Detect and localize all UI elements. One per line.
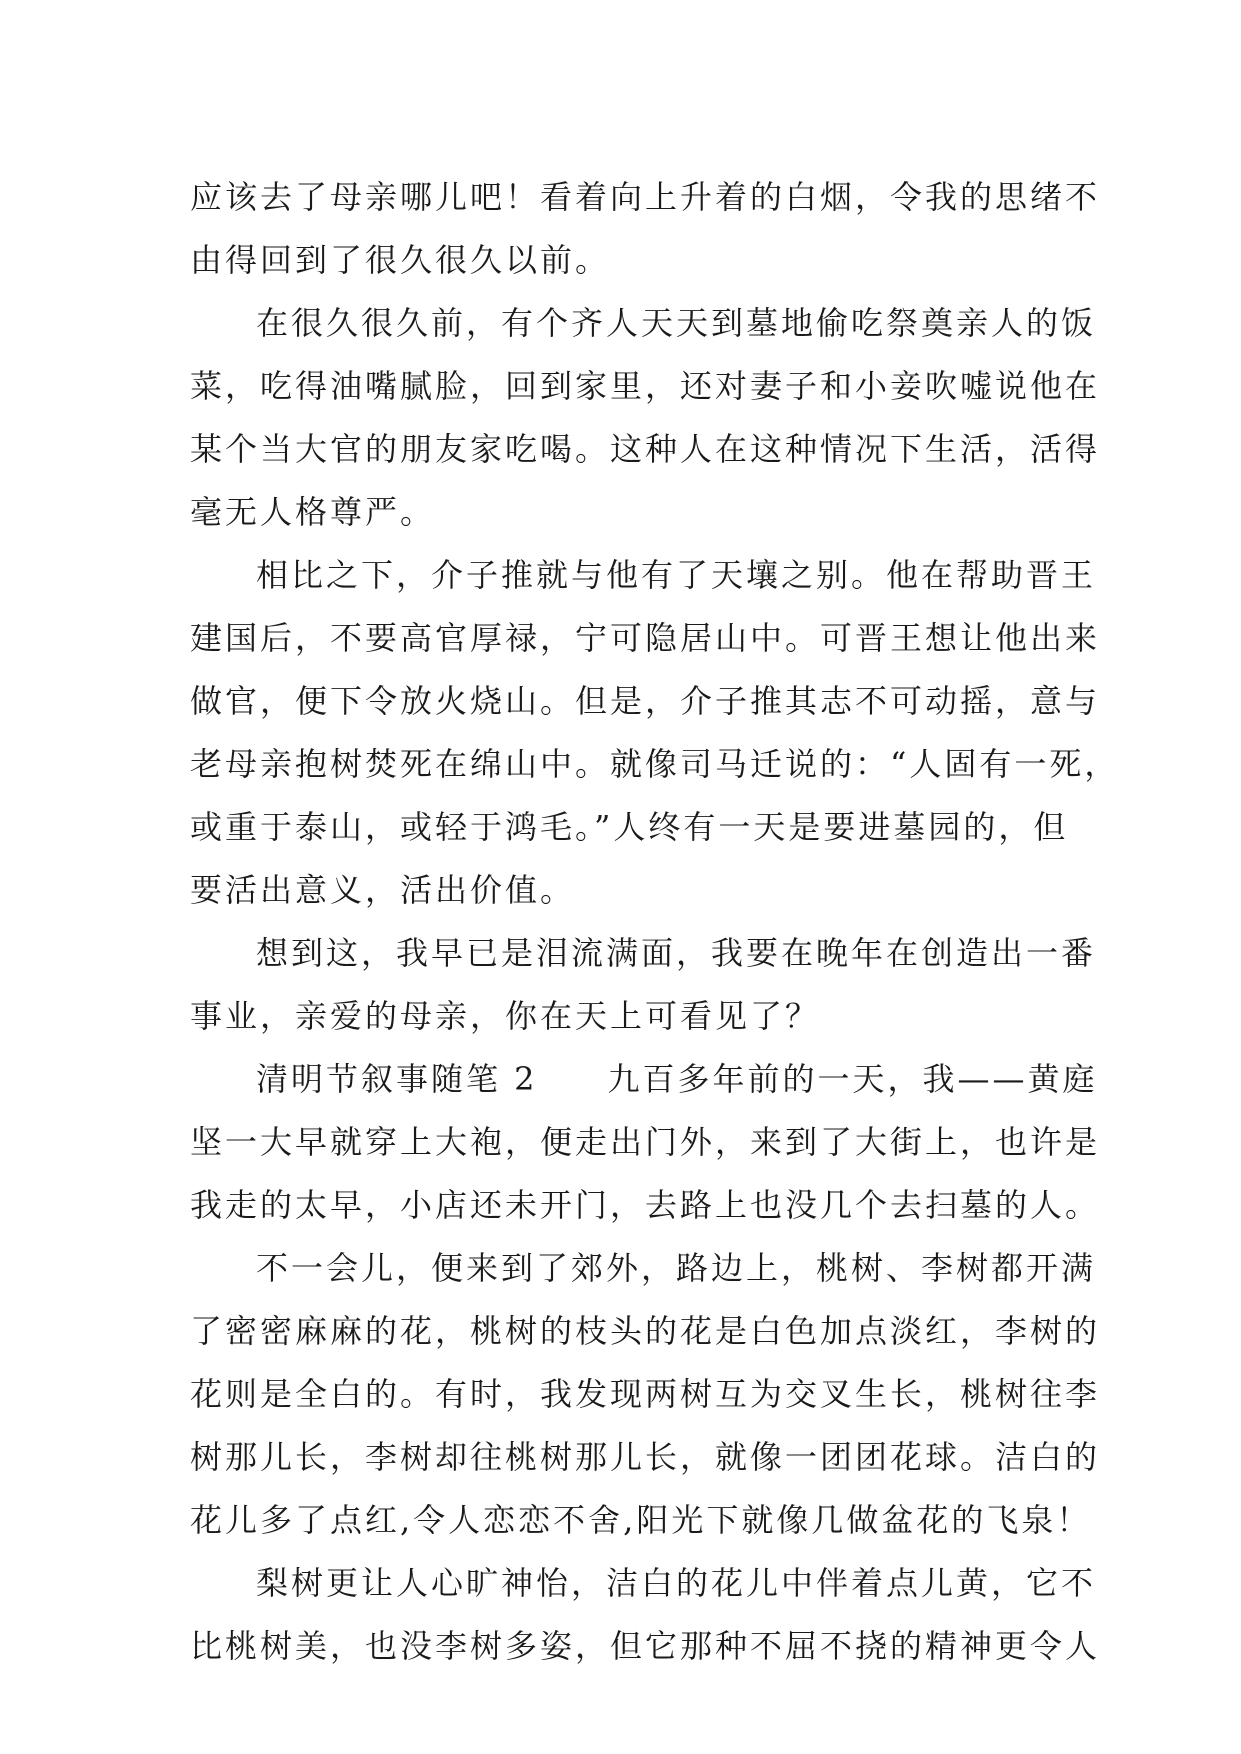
- body-text: [190, 166, 1120, 1678]
- paragraph-start-line: 想到这，我早已是泪流满面，我要在晚年在创造出一番: [256, 934, 1097, 972]
- text-line: 坚一大早就穿上大袍，便走出门外，来到了大街上，也许是: [190, 1123, 1101, 1161]
- text-line: 树那儿长，李树却往桃树那儿长，就像一团团花球。洁白的: [190, 1438, 1101, 1476]
- text-line: 要活出意义，活出价值。: [190, 871, 576, 909]
- text-line: 由得回到了很久很久以前。: [190, 241, 611, 279]
- text-line: 花则是全白的。有时，我发现两树互为交叉生长，桃树往李: [190, 1375, 1101, 1413]
- text-line: 花儿多了点红,令人恋恋不舍,阳光下就像几做盆花的飞泉！: [190, 1501, 1092, 1539]
- text-line: 事业，亲爱的母亲，你在天上可看见了？: [190, 997, 821, 1035]
- paragraph-start-line: 不一会儿，便来到了郊外，路边上，桃树、李树都开满: [256, 1249, 1097, 1287]
- text-line: 做官，便下令放火烧山。但是，介子推其志不可动摇，意与: [190, 682, 1101, 720]
- paragraph-start-line: 相比之下，介子推就与他有了天壤之别。他在帮助晋王: [256, 556, 1097, 594]
- text-line: 应该去了母亲哪儿吧！看着向上升着的白烟，令我的思绪不: [190, 178, 1101, 216]
- section-heading-line: 清明节叙事随笔 2 九百多年前的一天，我——黄庭: [256, 1060, 1098, 1098]
- text-line: 了密密麻麻的花，桃树的枝头的花是白色加点淡红，李树的: [190, 1312, 1101, 1350]
- text-line: 或重于泰山，或轻于鸿毛。”人终有一天是要进墓园的，但: [190, 808, 1069, 846]
- text-line: 我走的太早，小店还未开门，去路上也没几个去扫墓的人。: [190, 1186, 1101, 1224]
- text-line: 比桃树美，也没李树多姿，但它那种不屈不挠的精神更令人: [190, 1627, 1101, 1665]
- paragraph-start-line: 在很久很久前，有个齐人天天到墓地偷吃祭奠亲人的饭: [256, 304, 1097, 342]
- text-line: 毫无人格尊严。: [190, 493, 436, 531]
- text-line: 老母亲抱树焚死在绵山中。就像司马迁说的：“人固有一死，: [190, 745, 1120, 783]
- paragraph-start-line: 梨树更让人心旷神怡，洁白的花儿中伴着点儿黄，它不: [256, 1564, 1097, 1602]
- text-line: 某个当大官的朋友家吃喝。这种人在这种情况下生活，活得: [190, 430, 1101, 468]
- text-line: 建国后，不要高官厚禄，宁可隐居山中。可晋王想让他出来: [190, 619, 1101, 657]
- text-line: 菜，吃得油嘴腻脸，回到家里，还对妻子和小妾吹嘘说他在: [190, 367, 1101, 405]
